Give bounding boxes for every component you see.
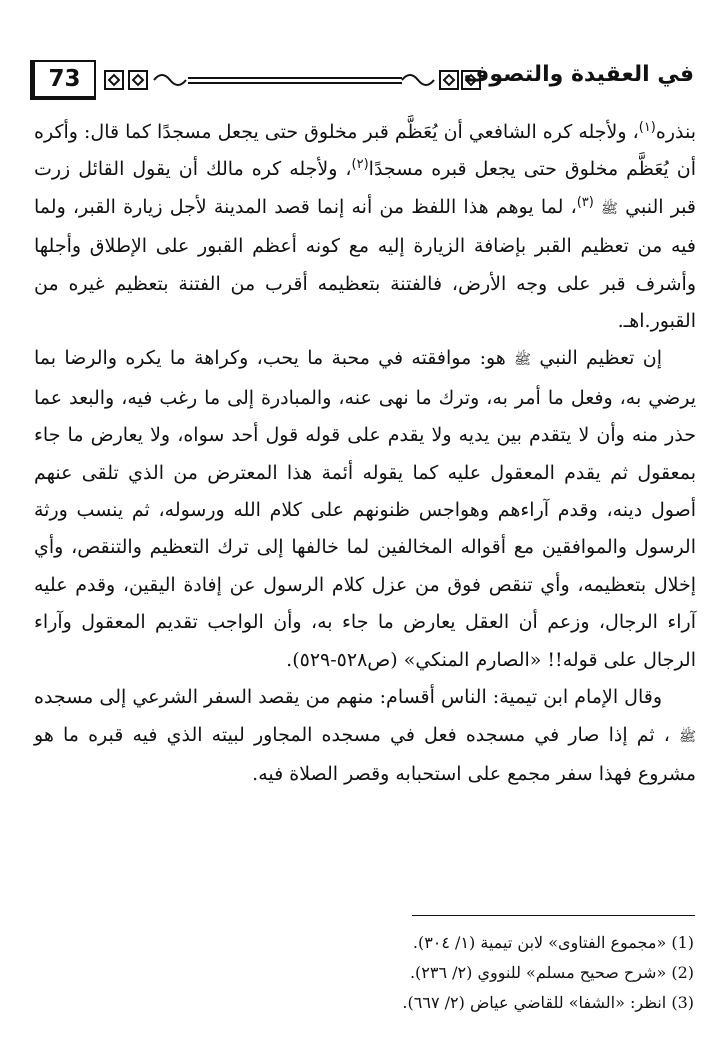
footnote-1: (1) «مجموع الفتاوى» لابن تيمية (١/ ٣٠٤).	[412, 933, 694, 952]
main-text	[34, 114, 696, 793]
footnote-ref-1: (١)	[638, 120, 656, 135]
running-title: في العقيدة والتصوف	[463, 62, 694, 87]
paragraph-1	[34, 114, 696, 340]
salutation-glyph: ﷺ	[514, 352, 532, 369]
header-ornament	[102, 66, 484, 96]
footnote-ref-3: (٣)	[576, 194, 594, 210]
text-segment: وقال الإمام ابن تيمية: الناس أقسام: منهم من يقصد السفر الشرعي إلى مسجده	[34, 686, 662, 709]
text-segment: ، ولأجله كره مالك أن يقول القائل زرت قبر النبي	[34, 158, 696, 218]
text-segment: بنذره	[655, 121, 696, 143]
paragraph-2	[34, 340, 696, 679]
footnote-2: (2) «شرح صحيح مسلم» للنووي (٢/ ٢٣٦).	[409, 963, 694, 982]
paragraph-3	[34, 679, 696, 793]
text-segment: ، ثم إذا صار في مسجده فعل في مسجده المجاور لبيته الذي فيه قبره ما هو مشروع فهذا سفر مجمع على استحبابه وقصر الصلاة فيه.	[34, 723, 696, 785]
text-segment: إن تعظيم النبي	[539, 347, 663, 370]
footnote-3: (3) انظر: «الشفا» للقاضي عياض (٢/ ٦٦٧).	[402, 993, 694, 1012]
page-number: 73	[30, 60, 96, 100]
salutation-glyph: ﷺ	[679, 728, 696, 745]
footnote-divider	[412, 915, 695, 916]
footnotes	[34, 928, 694, 1018]
page-header	[30, 60, 694, 102]
text-segment: ، لما يوهم هذا اللفظ من أنه إنما قصد المدينة لأجل زيارة القبر، ولما فيه من تعظيم القبر بإضافة الزيارة إليه مع كونه أعظم القبور على الإطلاق وأجلها وأشرف قبر على وجه الأرض، فالفتنة بتعظيمه أقرب من الفتنة بتعظيم غيره من القبور.اهـ.	[34, 195, 696, 333]
salutation-glyph: ﷺ	[601, 200, 618, 217]
text-segment: هو: موافقته في محبة ما يحب، وكراهة ما يكره والرضا بما يرضي به، وفعل ما أمر به، وترك ما نهى عنه، والمبادرة إلى ما رغب فيه، والبعد عما حذر منه وأن لا يتقدم بين يديه ولا يقدم على قوله قول أحد سواه، ولا يعارض ما جاء بمعقول ثم يقدم المعقول عليه كما يقوله أئمة هذا المعترض من الذي تلقى عنهم أصول دينه، وقدم آراءهم وهواجس ظنونهم على كلام الله ورسوله، ثم ينسب ورثة الرسول والموافقين مع أقواله المخالفين لما خالفها إلى ترك التعظيم والتنقص، وأي إخلال بتعظيمه، وأي تنقص فوق من عزل كلام الرسول عن إفادة اليقين، وقدم عليه آراء الرجال، وزعم أن العقل يعارض ما جاء به، وأن الواجب تقديم المعقول وآراء الرجال على قوله!! «الصارم المنكي» (ص٥٢٨-٥٢٩).	[34, 347, 696, 671]
text-segment: ، ولأجله كره الشافعي أن يُعَظَّم قبر مخلوق حتى يجعل مسجدًا كما قال: وأكره أن يُعَظَّم مخلوق حتى يجعل قبره مسجدًا	[34, 121, 697, 181]
footnote-ref-2: (٢)	[351, 157, 369, 173]
